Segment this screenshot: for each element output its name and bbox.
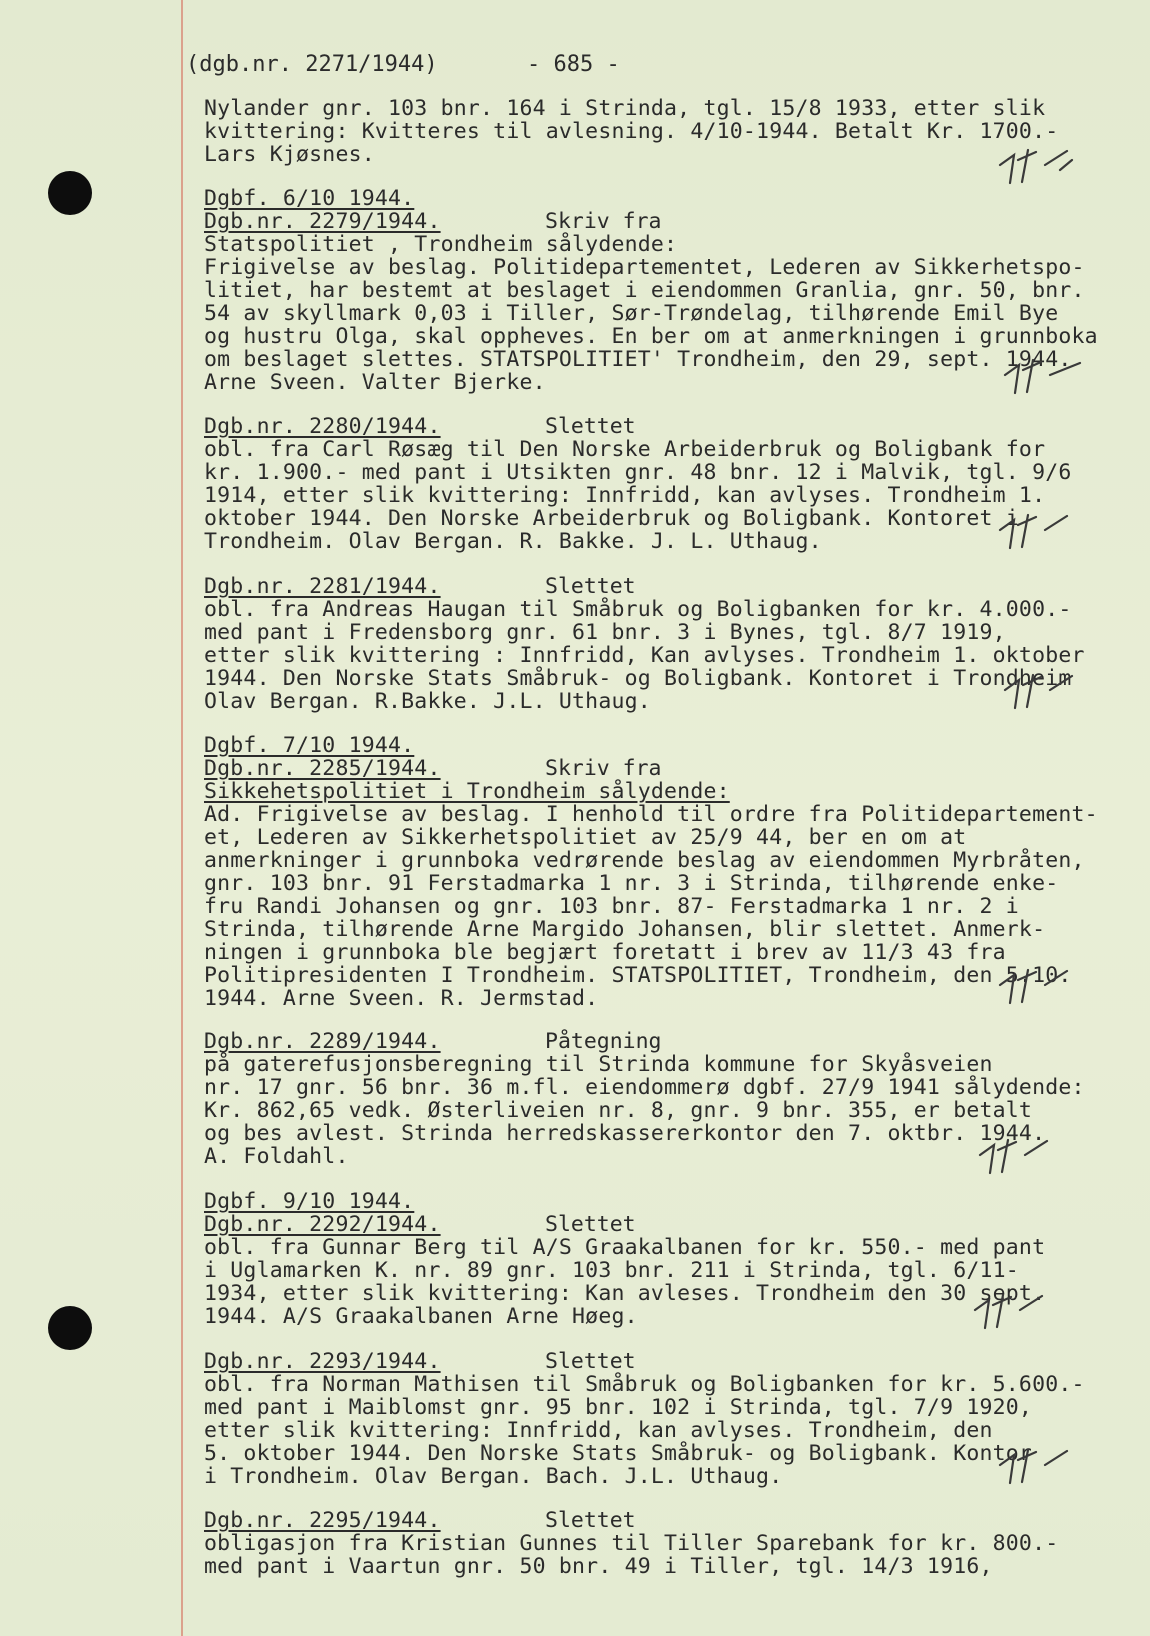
text-line: et, Lederen av Sikkerhetspolitiet av 25/9 44, ber en om at xyxy=(204,825,967,850)
entry-ref: Dgb.nr. 2279/1944. xyxy=(204,209,441,234)
text-line: Frigivelse av beslag. Politidepartementet, Lederen av Sikkerhetspo- xyxy=(204,255,1085,280)
text-line: Politipresidenten I Trondheim. STATSPOLITIET, Trondheim, den 5.10. xyxy=(204,963,1072,988)
entry-type: Påtegning xyxy=(545,1029,662,1054)
text-line: Strinda, tilhørende Arne Margido Johansen, blir slettet. Anmerk- xyxy=(204,917,1046,942)
text-line: Olav Bergan. R.Bakke. J.L. Uthaug. xyxy=(204,689,651,714)
entry-type: Slettet xyxy=(545,1349,636,1374)
text-line: litiet, har bestemt at beslaget i eiendommen Granlia, gnr. 50, bnr. xyxy=(204,278,1085,303)
text-line: ningen i grunnboka ble begjært foretatt i brev av 11/3 43 fra xyxy=(204,940,1006,965)
entry-date: Dgbf. 9/10 1944. xyxy=(204,1189,415,1214)
text-line: Lars Kjøsnes. xyxy=(204,142,375,167)
text-line: om beslaget slettes. STATSPOLITIET' Trondheim, den 29, sept. 1944. xyxy=(204,347,1072,372)
text-line: Trondheim. Olav Bergan. R. Bakke. J. L. Uthaug. xyxy=(204,529,822,554)
text-line: obl. fra Norman Mathisen til Småbruk og Boligbanken for kr. 5.600.- xyxy=(204,1372,1085,1397)
initials-mark xyxy=(975,1295,1042,1328)
text-line: 1944. Den Norske Stats Småbruk- og Boligbank. Kontoret i Trondheim xyxy=(204,666,1072,691)
text-line: obl. fra Gunnar Berg til A/S Graakalbanen for kr. 550.- med pant xyxy=(204,1235,1046,1260)
text-line: 1934, etter slik kvittering: Kan avleses. Trondheim den 30 sept. xyxy=(204,1281,1046,1306)
text-line: etter slik kvittering: Innfridd, kan avlyses. Trondheim, den xyxy=(204,1418,993,1443)
text-line: fru Randi Johansen og gnr. 103 bnr. 87- Ferstadmarka 1 nr. 2 i xyxy=(204,894,1019,919)
entry-ref: Dgb.nr. 2285/1944. xyxy=(204,756,441,781)
text-line: anmerkninger i grunnboka vedrørende beslag av eiendommen Myrbråten, xyxy=(204,848,1085,873)
entry-date: Dgbf. 6/10 1944. xyxy=(204,186,415,211)
text-line: 5. oktober 1944. Den Norske Stats Småbruk- og Boligbank. Kontor xyxy=(204,1441,1033,1466)
text-line: Sikkehetspolitiet i Trondheim sålydende: xyxy=(204,779,730,804)
text-line: 1944. Arne Sveen. R. Jermstad. xyxy=(204,986,599,1011)
text-line: med pant i Fredensborg gnr. 61 bnr. 3 i Bynes, tgl. 8/7 1919, xyxy=(204,620,1006,645)
text-line: kvittering: Kvitteres til avlesning. 4/10-1944. Betalt Kr. 1700.- xyxy=(204,119,1059,144)
entry-type: Slettet xyxy=(545,414,636,439)
text-line: Ad. Frigivelse av beslag. I henhold til ordre fra Politidepartement- xyxy=(204,802,1098,827)
text-line: 54 av skyllmark 0,03 i Tiller, Sør-Trøndelag, tilhørende Emil Bye xyxy=(204,301,1059,326)
text-line: i Trondheim. Olav Bergan. Bach. J.L. Uthaug. xyxy=(204,1464,783,1489)
text-line: på gaterefusjonsberegning til Strinda kommune for Skyåsveien xyxy=(204,1052,993,1077)
text-line: Kr. 862,65 vedk. Østerliveien nr. 8, gnr. 9 bnr. 355, er betalt xyxy=(204,1098,1033,1123)
entry-type: Slettet xyxy=(545,1508,636,1533)
text-line: Arne Sveen. Valter Bjerke. xyxy=(204,370,546,395)
initials-mark xyxy=(1005,360,1080,393)
entry-ref: Dgb.nr. 2295/1944. xyxy=(204,1508,441,1533)
initials-mark xyxy=(1000,970,1067,1003)
initials-mark xyxy=(1000,515,1067,548)
initials-mark xyxy=(980,1140,1047,1173)
initials-mark xyxy=(1000,1450,1067,1483)
text-line: og hustru Olga, skal oppheves. En ber om at anmerkningen i grunnboka xyxy=(204,324,1098,349)
entry-ref: Dgb.nr. 2292/1944. xyxy=(204,1212,441,1237)
text-line: i Uglamarken K. nr. 89 gnr. 103 bnr. 211 i Strinda, tgl. 6/11- xyxy=(204,1258,1019,1283)
text-line: etter slik kvittering : Innfridd, Kan avlyses. Trondheim 1. oktober xyxy=(204,643,1085,668)
entry-date: Dgbf. 7/10 1944. xyxy=(204,733,415,758)
text-line: Statspolitiet , Trondheim sålydende: xyxy=(204,232,678,257)
initials-mark xyxy=(1000,150,1072,183)
text-line: Nylander gnr. 103 bnr. 164 i Strinda, tgl. 15/8 1933, etter slik xyxy=(204,96,1046,121)
initials-mark xyxy=(1005,675,1072,708)
text-line: obligasjon fra Kristian Gunnes til Tiller Sparebank for kr. 800.- xyxy=(204,1531,1059,1556)
text-line: nr. 17 gnr. 56 bnr. 36 m.fl. eiendommerø dgbf. 27/9 1941 sålydende: xyxy=(204,1075,1085,1100)
text-line: obl. fra Carl Røsæg til Den Norske Arbeiderbruk og Boligbank for xyxy=(204,437,1046,462)
text-line: 1944. A/S Graakalbanen Arne Høeg. xyxy=(204,1304,638,1329)
text-line: oktober 1944. Den Norske Arbeiderbruk og Boligbank. Kontoret i xyxy=(204,506,1019,531)
entry-ref: Dgb.nr. 2280/1944. xyxy=(204,414,441,439)
text-line: med pant i Maiblomst gnr. 95 bnr. 102 i Strinda, tgl. 7/9 1920, xyxy=(204,1395,1033,1420)
page-number: - 685 - xyxy=(527,52,620,77)
text-line: kr. 1.900.- med pant i Utsikten gnr. 48 bnr. 12 i Malvik, tgl. 9/6 xyxy=(204,460,1072,485)
entry-ref: Dgb.nr. 2293/1944. xyxy=(204,1349,441,1374)
entry-type: Slettet xyxy=(545,1212,636,1237)
text-line: gnr. 103 bnr. 91 Ferstadmarka 1 nr. 3 i Strinda, tilhørende enke- xyxy=(204,871,1059,896)
entry-ref: Dgb.nr. 2289/1944. xyxy=(204,1029,441,1054)
entry-ref: Dgb.nr. 2281/1944. xyxy=(204,574,441,599)
entry-type: Slettet xyxy=(545,574,636,599)
entry-type: Skriv fra xyxy=(545,209,662,234)
header-ref: (dgb.nr. 2271/1944) xyxy=(186,52,438,77)
text-line: med pant i Vaartun gnr. 50 bnr. 49 i Tiller, tgl. 14/3 1916, xyxy=(204,1554,993,1579)
text-line: obl. fra Andreas Haugan til Småbruk og Boligbanken for kr. 4.000.- xyxy=(204,597,1072,622)
text-line: A. Foldahl. xyxy=(204,1144,349,1169)
text-line: 1914, etter slik kvittering: Innfridd, kan avlyses. Trondheim 1. xyxy=(204,483,1046,508)
entry-type: Skriv fra xyxy=(545,756,662,781)
text-line: og bes avlest. Strinda herredskassererkontor den 7. oktbr. 1944. xyxy=(204,1121,1046,1146)
